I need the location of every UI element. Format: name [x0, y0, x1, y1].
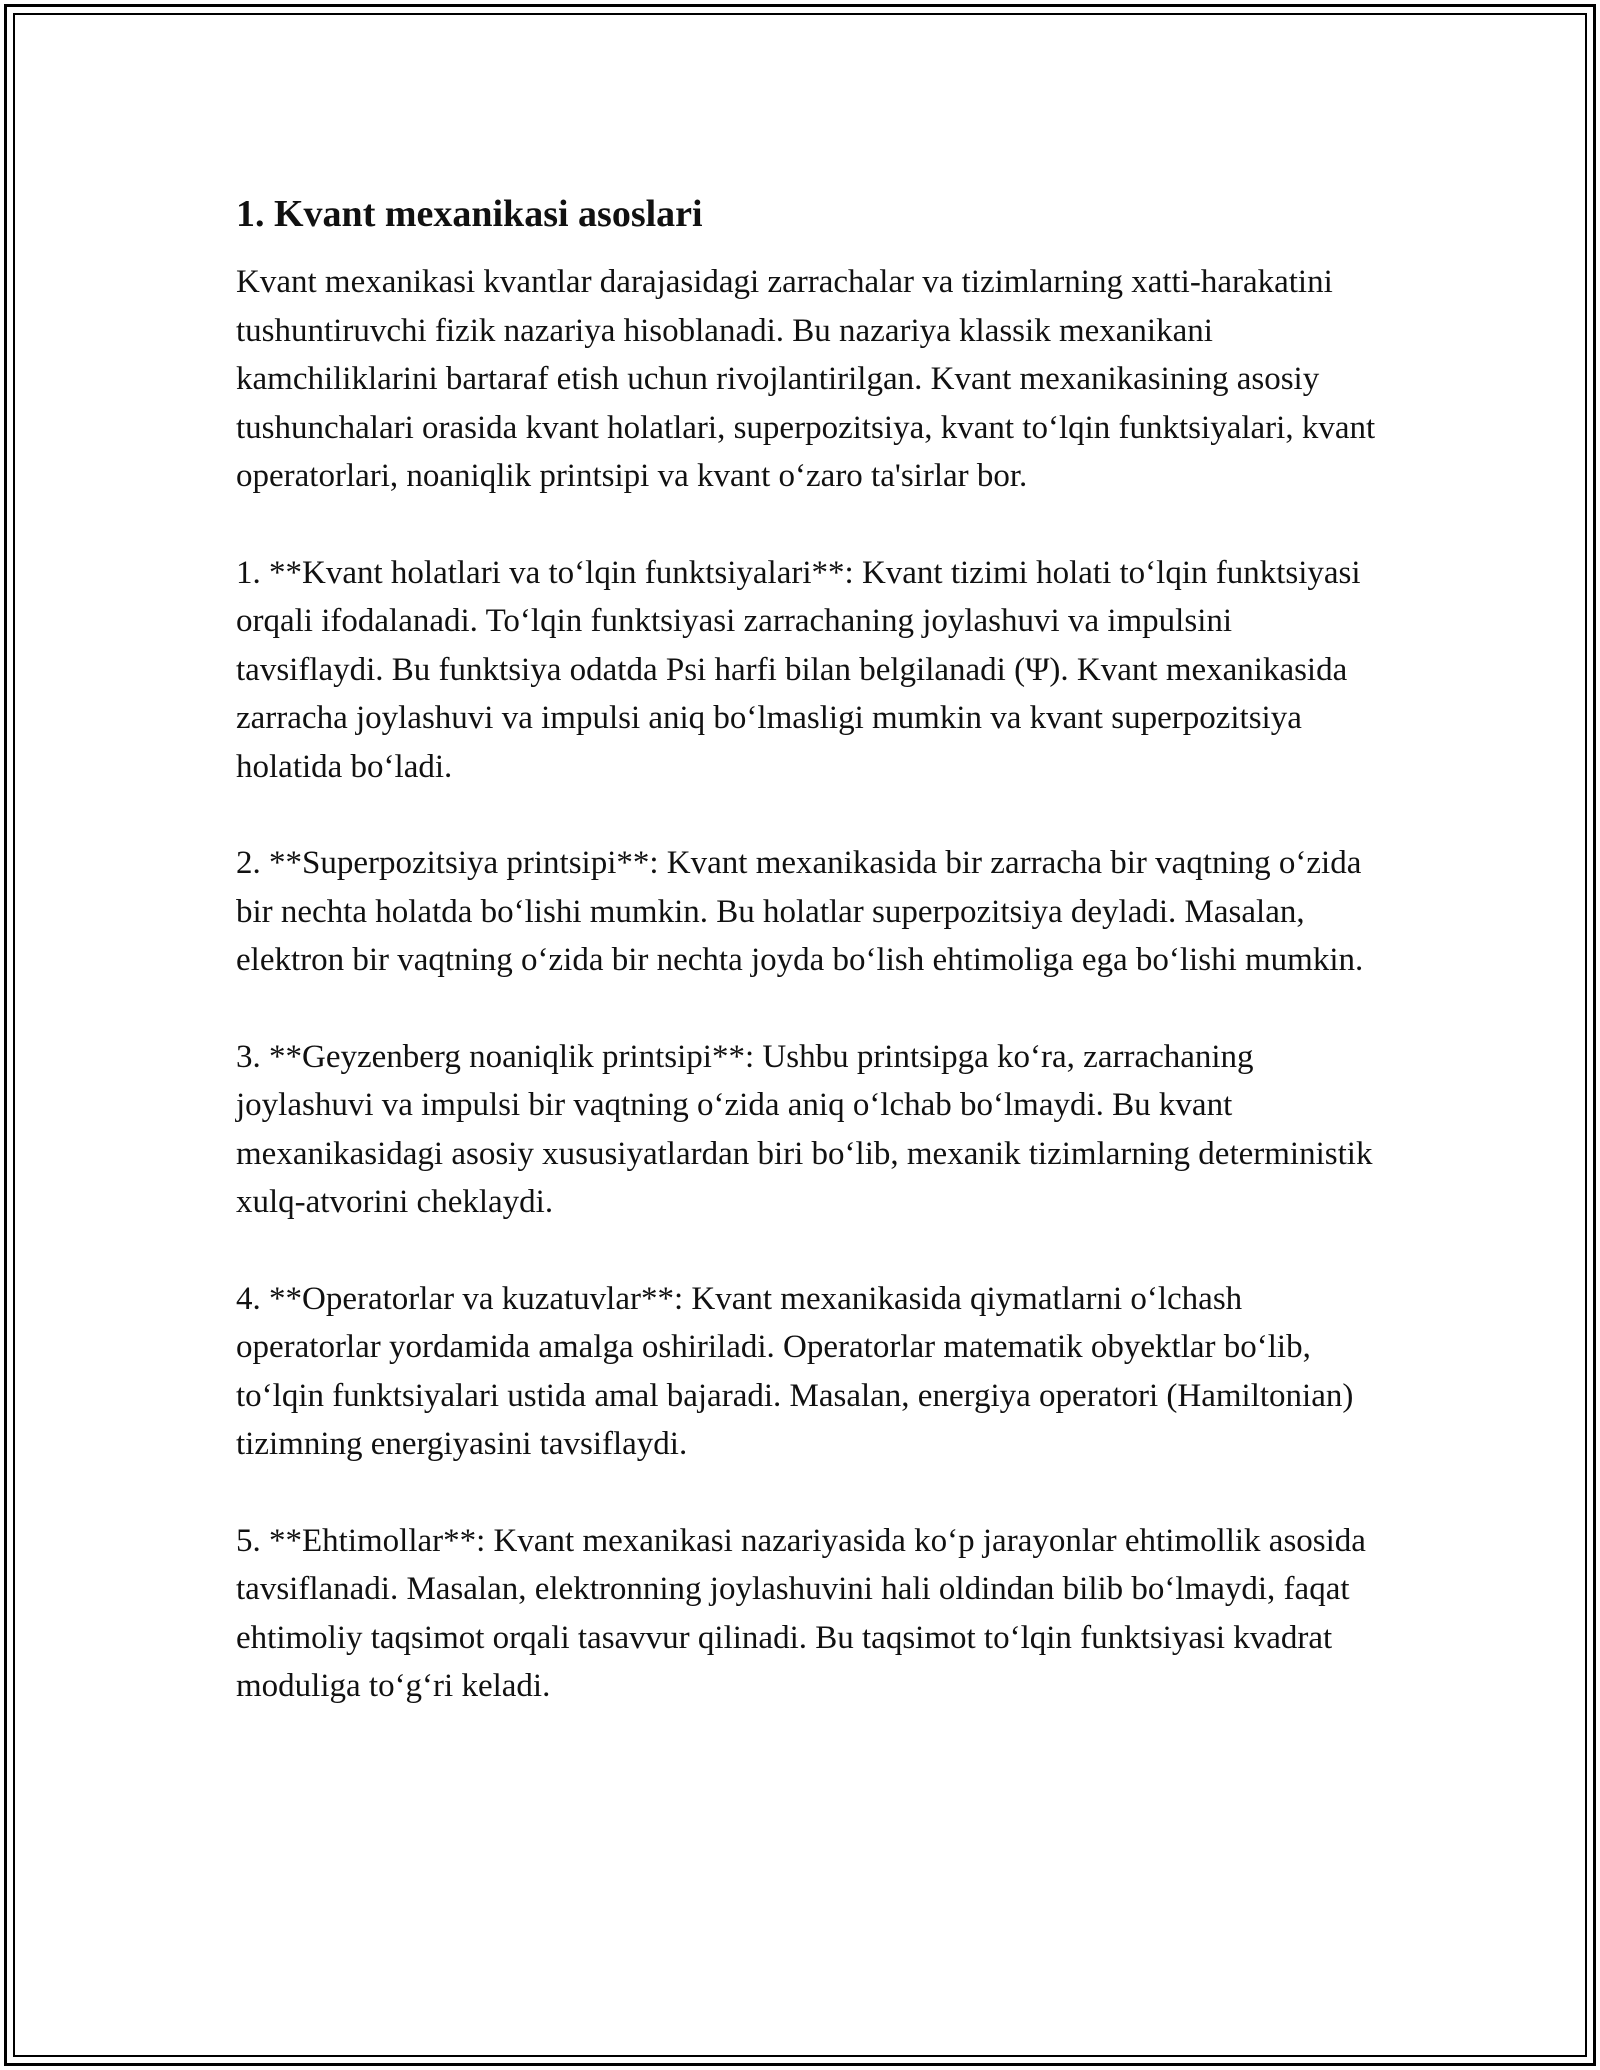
- document-body: [236, 188, 1376, 1759]
- section-title: 1. Kvant mexanikasi asoslari: [236, 193, 703, 235]
- list-item-superposition: 2. **Superpozitsiya printsipi**: Kvant mexanikasida bir zarracha bir vaqtning oʻzida bir nechta holatda boʻlishi mumkin. Bu holatlar superpozitsiya deyladi. Masalan, elektron bir vaqtning oʻzida bir nechta joyda boʻlish ehtimoliga ega boʻlishi mumkin.: [236, 845, 1364, 978]
- list-item-uncertainty-principle: 3. **Geyzenberg noaniqlik printsipi**: Ushbu printsipga koʻra, zarrachaning joylashuvi va impulsi bir vaqtning oʻzida aniq oʻlchab boʻlmaydi. Bu kvant mexanikasidagi asosiy xususiyatlardan biri boʻlib, mexanik tizimlarning deterministik xulq-atvorini cheklaydi.: [236, 1038, 1373, 1220]
- intro-paragraph: Kvant mexanikasi kvantlar darajasidagi zarrachalar va tizimlarning xatti-harakatini tushuntiruvchi fizik nazariya hisoblanadi. Bu nazariya klassik mexanikani kamchiliklarini bartaraf etish uchun rivojlantirilgan. Kvant mexanikasining asosiy tushunchalari orasida kvant holatlari, superpozitsiya, kvant toʻlqin funktsiyalari, kvant operatorlari, noaniqlik printsipi va kvant oʻzaro ta'sirlar bor.: [236, 264, 1376, 494]
- list-item-operators: 4. **Operatorlar va kuzatuvlar**: Kvant mexanikasida qiymatlarni oʻlchash operatorlar yordamida amalga oshiriladi. Operatorlar matematik obyektlar boʻlib, toʻlqin funktsiyalari ustida amal bajaradi. Masalan, energiya operatori (Hamiltonian) tizimning energiyasini tavsiflaydi.: [236, 1280, 1354, 1462]
- list-item-quantum-states: 1. **Kvant holatlari va toʻlqin funktsiyalari**: Kvant tizimi holati toʻlqin funktsiyasi orqali ifodalanadi. Toʻlqin funktsiyasi zarrachaning joylashuvi va impulsini tavsiflaydi. Bu funktsiya odatda Psi harfi bilan belgilanadi (Ψ). Kvant mexanikasida zarracha joylashuvi va impulsi aniq boʻlmasligi mumkin va kvant superpozitsiya holatida boʻladi.: [236, 554, 1361, 785]
- list-item-probabilities: 5. **Ehtimollar**: Kvant mexanikasi nazariyasida koʻp jarayonlar ehtimollik asosida tavsiflanadi. Masalan, elektronning joylashuvini hali oldindan bilib boʻlmaydi, faqat ehtimoliy taqsimot orqali tasavvur qilinadi. Bu taqsimot toʻlqin funktsiyasi kvadrat moduliga toʻgʻri keladi.: [236, 1522, 1366, 1704]
